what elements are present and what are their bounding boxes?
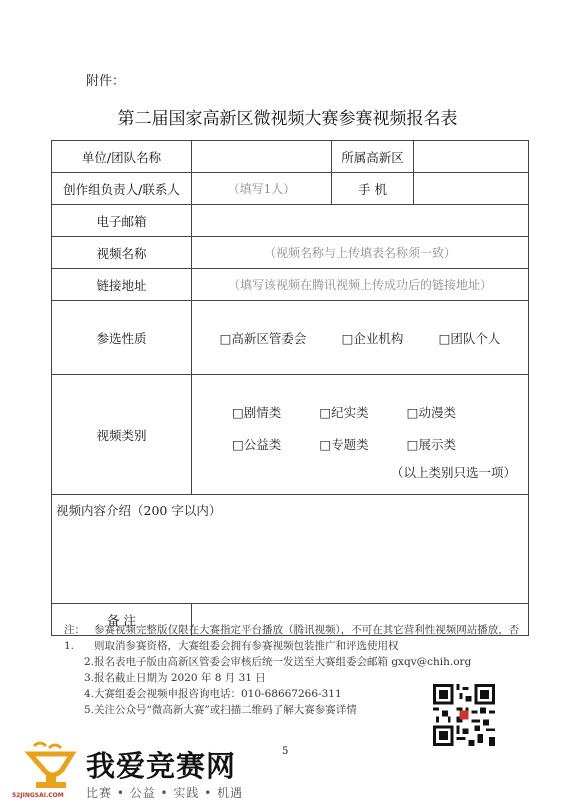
video-name-label: 视频名称 — [52, 237, 192, 269]
row-leader — [52, 173, 529, 205]
note-text: 关注公众号“微高新大赛”或扫描二维码了解大赛参赛详情 — [94, 704, 357, 716]
nature-label: 参选性质 — [52, 301, 192, 375]
qr-code-icon[interactable] — [433, 684, 495, 746]
zone-field[interactable] — [414, 141, 529, 173]
page-number: 5 — [282, 746, 289, 757]
logo-url: 52JINGSAI.COM — [12, 792, 64, 799]
registration-form — [51, 140, 529, 636]
notes-prefix: 注： — [64, 624, 85, 636]
note-num: 1. — [64, 640, 75, 652]
link-label: 链接地址 — [52, 269, 192, 301]
row-category — [52, 375, 529, 495]
intro-label: 视频内容介绍（200 字以内） — [56, 503, 222, 518]
nature-options — [192, 301, 529, 375]
link-field[interactable]: （填写该视频在腾讯视频上传成功后的链接地址） — [192, 269, 529, 301]
row-unit — [52, 141, 529, 173]
note-text: 报名截止日期为 2020 年 8 月 31 日 — [94, 672, 266, 684]
unit-field[interactable] — [192, 141, 332, 173]
page-title: 第二届国家高新区微视频大赛参赛视频报名表 — [117, 109, 458, 129]
note-num: 3. — [84, 672, 95, 684]
nature-option-zone[interactable]: □高新区管委会 — [219, 330, 307, 346]
email-field[interactable] — [192, 205, 529, 237]
phone-field[interactable] — [414, 173, 529, 205]
category-option-public-welfare[interactable]: □公益类 — [232, 436, 282, 452]
note-item — [64, 622, 524, 654]
leader-field[interactable]: （填写1人） — [192, 173, 332, 205]
category-option-drama[interactable]: □剧情类 — [232, 404, 282, 420]
leader-label: 创作组负责人/联系人 — [52, 173, 192, 205]
logo-tagline: 比赛 • 公益 • 实践 • 机遇 — [86, 786, 244, 800]
note-num: 2. — [84, 656, 95, 668]
phone-label: 手 机 — [332, 173, 414, 205]
nature-option-team[interactable]: □团队个人 — [438, 330, 501, 346]
note-text: 参赛视频完整版仅限在大赛指定平台播放（腾讯视频），不可在其它营利性视频网站播放，否则取消参赛资格，大赛组委会拥有参赛视频包装推广和评选使用权 — [94, 624, 520, 652]
remarks-label: 备 注 — [52, 604, 192, 636]
note-text: 报名表电子版由高新区管委会审核后统一发送至大赛组委会邮箱 gxqv@chih.org — [94, 656, 472, 668]
note-num: 5. — [84, 704, 95, 716]
video-name-field[interactable]: （视频名称与上传填表名称须一致） — [192, 237, 529, 269]
row-video-name — [52, 237, 529, 269]
row-intro — [52, 495, 529, 604]
note-text: 大赛组委会视频申报咨询电话：010-68667266-311 — [94, 688, 342, 700]
row-email — [52, 205, 529, 237]
category-option-animation[interactable]: □动漫类 — [406, 404, 456, 420]
note-item — [64, 654, 524, 670]
logo-name: 我爱竞赛网 — [86, 749, 237, 783]
nature-option-enterprise[interactable]: □企业机构 — [341, 330, 404, 346]
intro-field[interactable] — [52, 495, 529, 604]
category-option-showcase[interactable]: □展示类 — [406, 436, 456, 452]
row-nature — [52, 301, 529, 375]
attachment-label: 附件： — [86, 74, 126, 89]
zone-label: 所属高新区 — [332, 141, 414, 173]
category-label: 视频类别 — [52, 375, 192, 495]
category-options — [192, 375, 529, 495]
note-num: 4. — [84, 688, 95, 700]
category-option-special-topic[interactable]: □专题类 — [319, 436, 369, 452]
category-note: （以上类别只选一项） — [390, 464, 516, 480]
unit-label: 单位/团队名称 — [52, 141, 192, 173]
category-option-documentary[interactable]: □纪实类 — [319, 404, 369, 420]
email-label: 电子邮箱 — [52, 205, 192, 237]
row-link — [52, 269, 529, 301]
